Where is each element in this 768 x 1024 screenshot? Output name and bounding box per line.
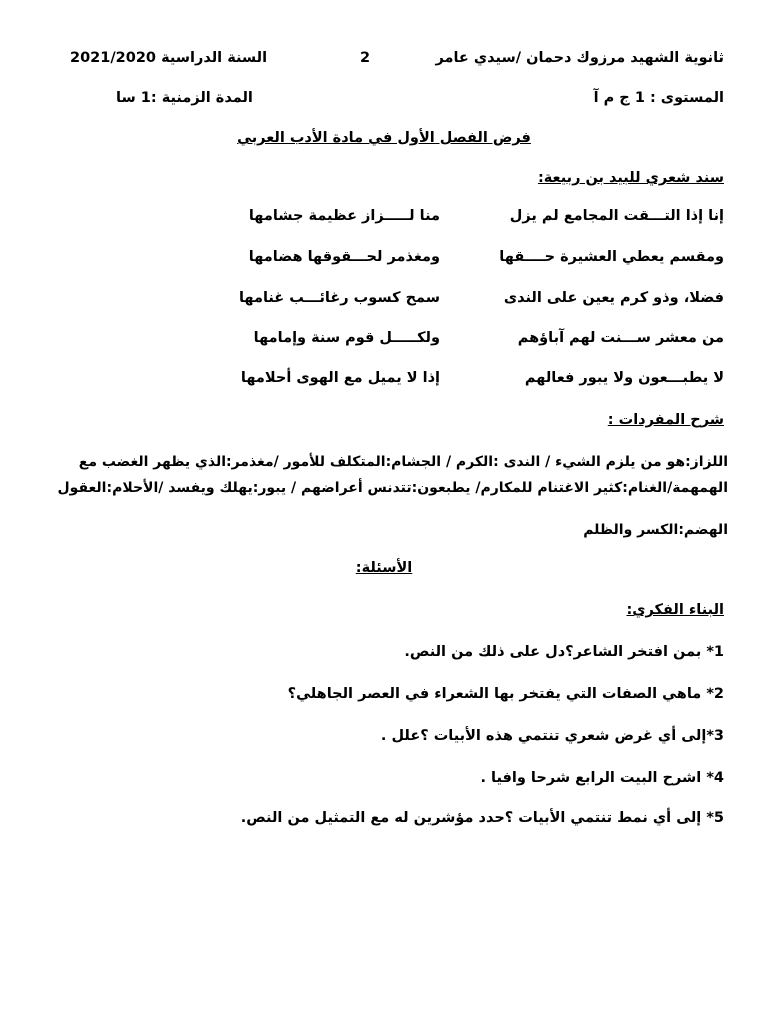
verse-first-hemistich: إنا إذا التـــقت المجامع لم يزل xyxy=(509,208,724,224)
question-item: 4* اشرح البيت الرابع شرحا وافيا . xyxy=(480,770,724,786)
question-item: 5* إلى أي نمط تنتمي الأبيات ؟حدد مؤشرين له مع التمثيل من النص. xyxy=(240,810,724,826)
verse-second-hemistich: ولكـــــل قوم سنة وإمامها xyxy=(253,330,440,346)
vocab-line: الهضم:الكسر والظلم xyxy=(583,522,728,538)
verse-second-hemistich: إذا لا يميل مع الهوى أحلامها xyxy=(240,370,440,386)
section-heading: البناء الفكري: xyxy=(626,602,724,618)
school-year: السنة الدراسية 2021/2020 xyxy=(70,50,268,66)
verse-second-hemistich: سمح كسوب رغائـــب غنامها xyxy=(238,290,440,306)
page-number: 2 xyxy=(360,50,371,66)
level: المستوى : 1 ج م آ xyxy=(593,90,724,106)
verse-first-hemistich: من معشر ســـنت لهم آباؤهم xyxy=(517,330,724,346)
question-item: 2* ماهي الصفات التي يفتخر بها الشعراء في العصر الجاهلي؟ xyxy=(287,686,724,702)
vocab-line: اللزاز:هو من يلزم الشيء / الندى :الكرم / الجشام:المتكلف للأمور /مغذمر:الذي يظهر الغضب مع xyxy=(78,454,728,470)
school-name: ثانوية الشهيد مرزوك دحمان /سيدي عامر xyxy=(435,50,724,66)
verse-second-hemistich: منا لـــــزاز عظيمة جشامها xyxy=(248,208,440,224)
exam-title: فرض الفصل الأول في مادة الأدب العربي xyxy=(237,130,531,146)
vocab-line: الهمهمة/الغنام:كثير الاغتنام للمكارم/ يطبعون:تتدنس أعراضهم / يبور:يهلك ويفسد /الأحلام:العقول xyxy=(57,480,728,496)
verse-first-hemistich: لا يطبـــعون ولا يبور فعالهم xyxy=(524,370,724,386)
verse-first-hemistich: ومقسم يعطي العشيرة حــــقها xyxy=(499,249,724,265)
duration: المدة الزمنية :1 سا xyxy=(116,90,253,106)
verse-second-hemistich: ومغذمر لحـــقوقها هضامها xyxy=(248,249,440,265)
source-heading: سند شعري للبيد بن ربيعة: xyxy=(537,170,724,186)
question-item: 3*إلى أي غرض شعري تنتمي هذه الأبيات ؟علل . xyxy=(380,728,724,744)
verse-first-hemistich: فضلا، وذو كرم يعين على الندى xyxy=(503,290,724,306)
vocab-heading: شرح المفردات : xyxy=(607,412,724,428)
question-item: 1* بمن افتخر الشاعر؟دل على ذلك من النص. xyxy=(404,644,724,660)
questions-heading: الأسئلة: xyxy=(355,560,413,576)
